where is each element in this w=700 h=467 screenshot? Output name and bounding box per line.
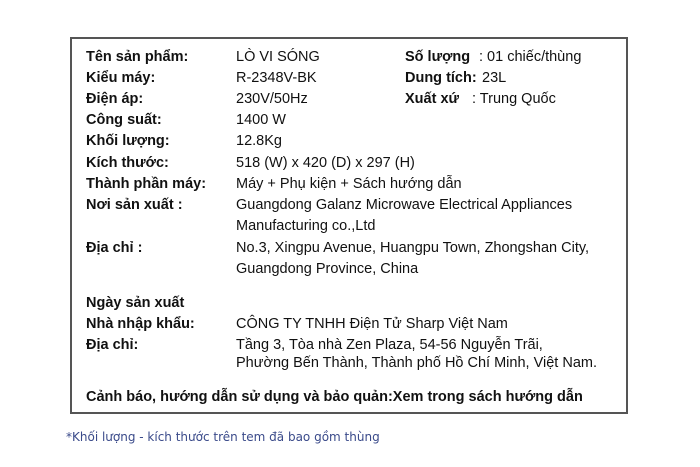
factory-address-value: No.3, Xingpu Avenue, Huangpu Town, Zhongshan City, — [236, 240, 590, 256]
origin-value: : Trung Quốc — [472, 91, 556, 107]
product-name-value: LÒ VI SÓNG — [236, 49, 320, 65]
factory-address-value-line2: Guangdong Province, China — [236, 261, 419, 277]
product-name-key: Tên sản phẩm: — [86, 49, 189, 65]
power-key: Công suất: — [86, 112, 162, 128]
components-value: Máy + Phụ kiện + Sách hướng dẫn — [236, 176, 462, 192]
production-date-key: Ngày sản xuất — [86, 295, 185, 311]
capacity-key: Dung tích: — [405, 70, 477, 86]
footnote: *Khối lượng - kích thước trên tem đã bao gồm thùng — [66, 430, 380, 444]
factory-address-key: Địa chỉ : — [86, 240, 143, 256]
capacity-value: 23L — [482, 70, 507, 86]
manufacturer-value: Guangdong Galanz Microwave Electrical Appliances — [236, 197, 573, 213]
model-value: R-2348V-BK — [236, 70, 317, 86]
manufacturer-key: Nơi sản xuất : — [86, 197, 183, 213]
voltage-value: 230V/50Hz — [236, 91, 308, 107]
dimensions-key: Kích thước: — [86, 155, 169, 171]
product-label — [70, 37, 628, 414]
model-key: Kiểu máy: — [86, 70, 156, 86]
warning-text: Cảnh báo, hướng dẫn sử dụng và bảo quản:Xem trong sách hướng dẫn — [86, 389, 583, 405]
importer-address-value-line2: Phường Bến Thành, Thành phố Hồ Chí Minh, Việt Nam. — [236, 355, 597, 371]
importer-address-key: Địa chỉ: — [86, 337, 139, 353]
quantity-value: : 01 chiếc/thùng — [479, 49, 582, 65]
manufacturer-value-line2: Manufacturing co.,Ltd — [236, 218, 376, 234]
importer-value: CÔNG TY TNHH Điện Tử Sharp Việt Nam — [236, 316, 508, 332]
importer-key: Nhà nhập khẩu: — [86, 316, 195, 332]
voltage-key: Điện áp: — [86, 91, 144, 107]
origin-key: Xuất xứ — [405, 91, 460, 107]
importer-address-value: Tầng 3, Tòa nhà Zen Plaza, 54-56 Nguyễn Trãi, — [236, 337, 543, 353]
weight-key: Khối lượng: — [86, 133, 170, 149]
dimensions-value: 518 (W) x 420 (D) x 297 (H) — [236, 155, 415, 171]
power-value: 1400 W — [236, 112, 286, 128]
components-key: Thành phần máy: — [86, 176, 207, 192]
weight-value: 12.8Kg — [236, 133, 282, 149]
quantity-key: Số lượng — [405, 49, 471, 65]
